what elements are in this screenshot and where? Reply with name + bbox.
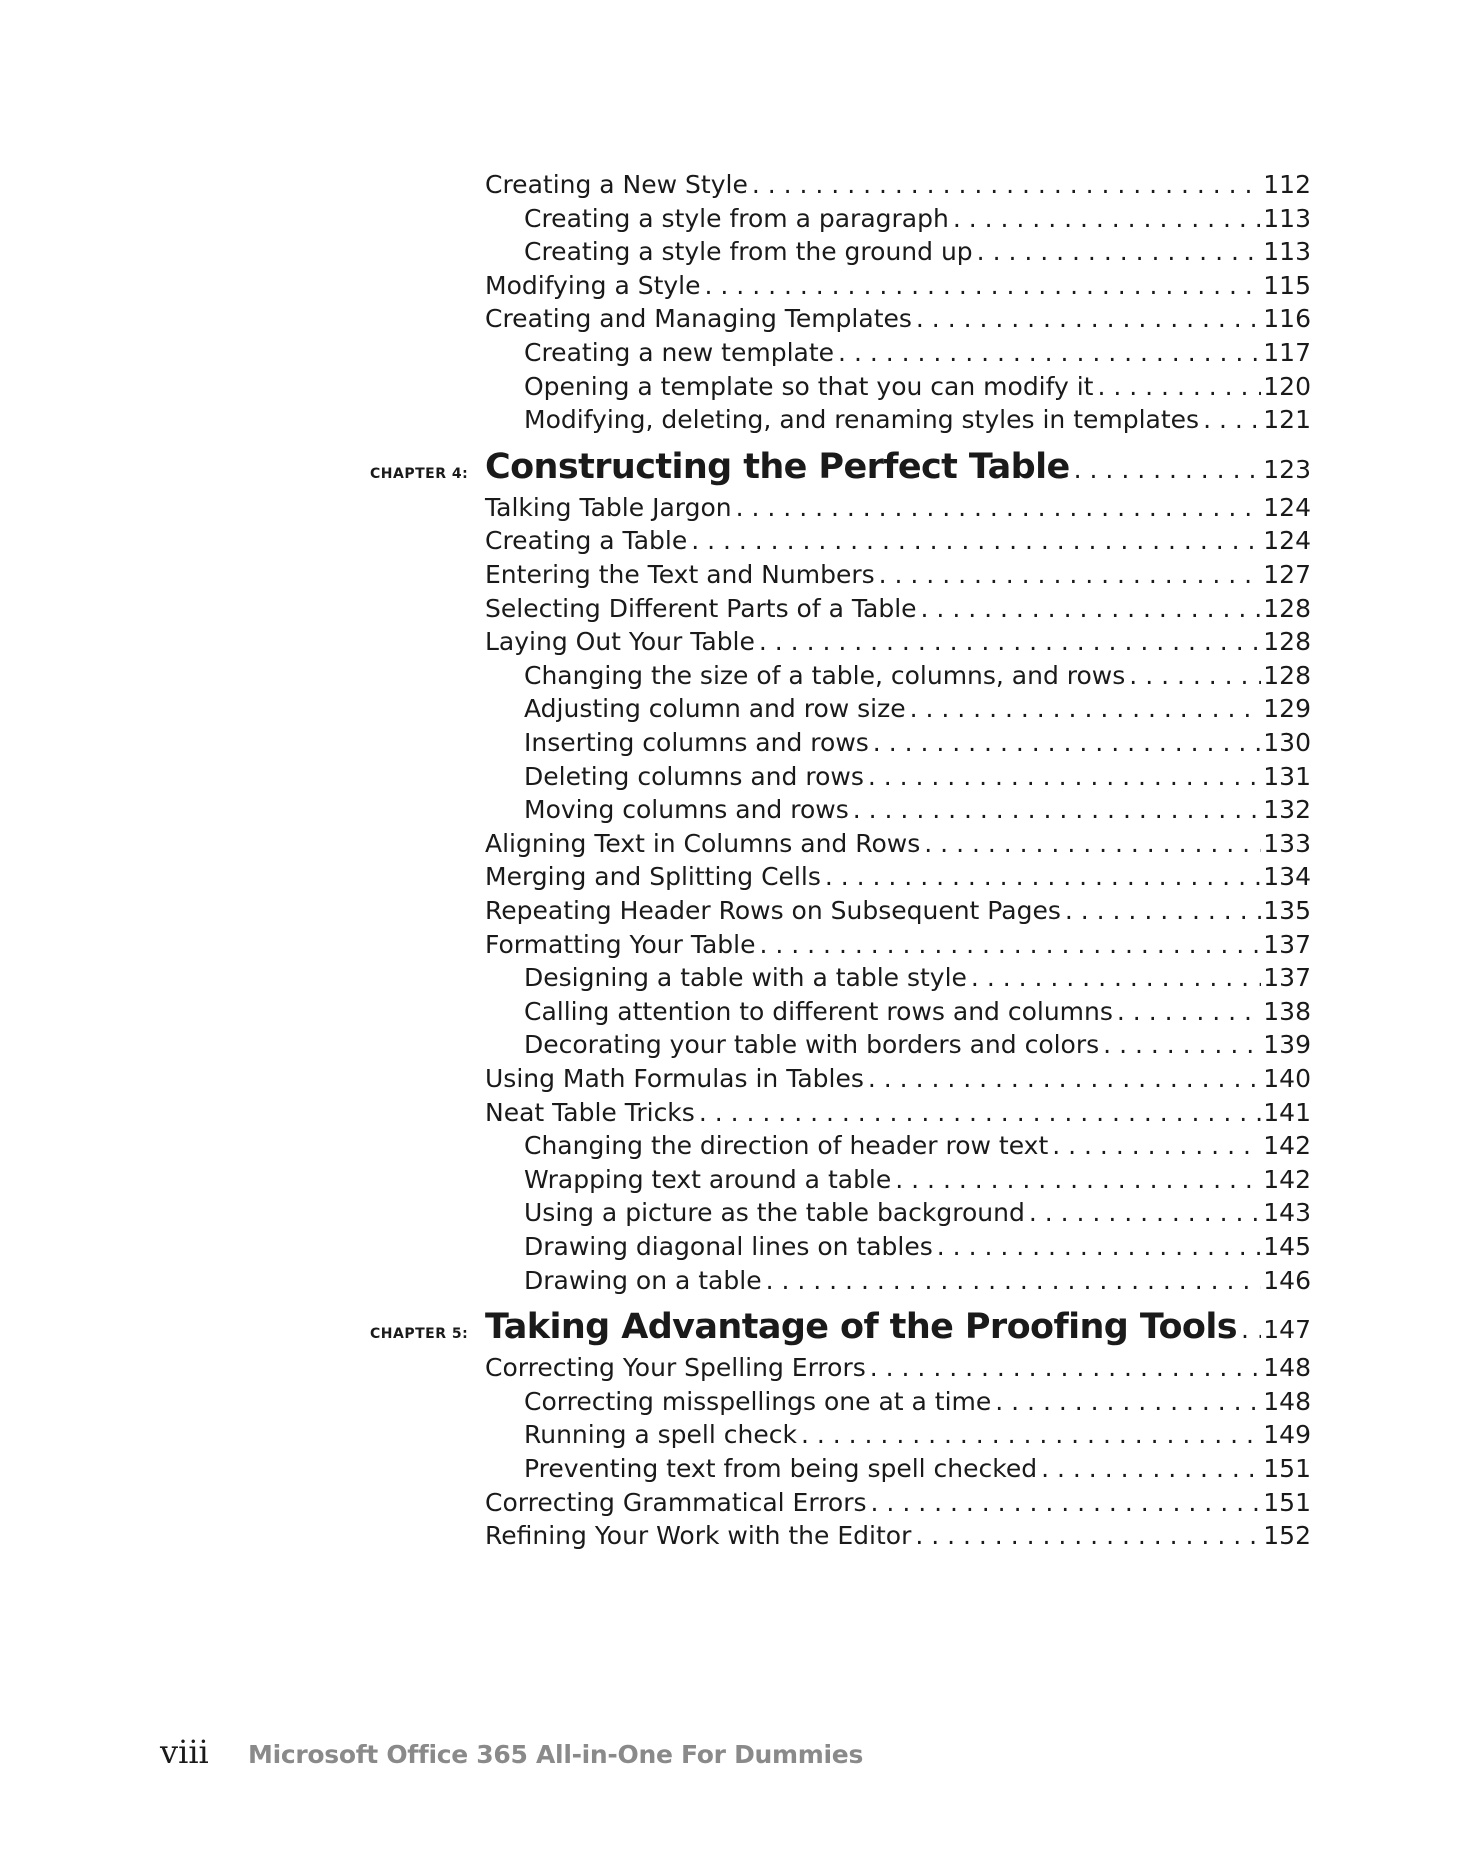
entry-page-number: 149 (1263, 1420, 1311, 1450)
dot-leader (949, 202, 1261, 236)
dot-leader (748, 168, 1261, 202)
dot-leader (1037, 1452, 1261, 1486)
entry-page-number: 128 (1263, 627, 1311, 657)
entry-title: Neat Table Tricks (485, 1097, 695, 1127)
toc-entry (485, 168, 1311, 202)
entry-title: Changing the direction of header row text (524, 1131, 1049, 1161)
entry-page-number: 145 (1263, 1232, 1311, 1261)
entry-title: Creating a New Style (485, 170, 748, 199)
toc-entry (524, 1230, 1311, 1264)
entry-title: Inserting columns and rows (524, 728, 869, 757)
entry-title: Correcting misspellings one at a time (524, 1386, 992, 1416)
toc-entry (485, 1096, 1311, 1130)
entry-page-number: 151 (1263, 1454, 1311, 1483)
entry-title: Aligning Text in Columns and Rows (485, 828, 921, 858)
toc-entry (524, 692, 1311, 726)
entry-title: Modifying, deleting, and renaming styles in templates (524, 405, 1200, 435)
toc-entry (524, 995, 1311, 1029)
entry-page-number: 133 (1263, 828, 1311, 858)
dot-leader (701, 269, 1262, 303)
entry-page-number: 130 (1263, 728, 1311, 757)
entry-title: Opening a template so that you can modify it (524, 371, 1094, 401)
dot-leader (1070, 447, 1262, 493)
toc-entry (485, 860, 1311, 894)
toc-entry (485, 524, 1311, 558)
entry-title: Decorating your table with borders and colors (524, 1030, 1100, 1060)
entry-title: Preventing text from being spell checked (524, 1454, 1038, 1483)
toc-entry (485, 1351, 1311, 1385)
toc-entry (524, 1028, 1311, 1062)
entry-page-number: 124 (1263, 526, 1311, 556)
toc-entry (485, 302, 1311, 336)
entry-page-number: 140 (1263, 1064, 1311, 1093)
toc-entry (524, 202, 1311, 236)
entry-title: Entering the Text and Numbers (485, 560, 875, 589)
entry-title: Refining Your Work with the Editor (485, 1521, 912, 1551)
dot-leader (906, 692, 1262, 726)
dot-leader (762, 1264, 1262, 1298)
dot-leader (917, 592, 1262, 626)
toc-entry (524, 1452, 1311, 1486)
entry-title: Formatting Your Table (485, 929, 756, 959)
entry-title: Calling attention to different rows and columns (524, 996, 1113, 1026)
dot-leader (867, 1486, 1262, 1520)
entry-title: Designing a table with a table style (524, 963, 967, 993)
dot-leader (732, 491, 1262, 525)
toc-entry (524, 726, 1311, 760)
toc-chapter-entry (370, 444, 1311, 490)
entry-page-number: 115 (1263, 270, 1311, 300)
toc-entry (524, 793, 1311, 827)
toc-entry (485, 894, 1311, 928)
entry-title: Merging and Splitting Cells (485, 862, 821, 892)
dot-leader (912, 302, 1261, 336)
entry-title: Creating a style from the ground up (524, 237, 973, 267)
entry-page-number: 134 (1263, 862, 1311, 892)
toc-entry (485, 1062, 1311, 1096)
dot-leader (1048, 1129, 1261, 1163)
dot-leader (1113, 995, 1261, 1029)
entry-title: Laying Out Your Table (485, 627, 755, 657)
entry-page-number: 128 (1263, 660, 1311, 690)
toc-entry (524, 370, 1311, 404)
entry-title: Changing the size of a table, columns, and rows (524, 660, 1126, 690)
entry-page-number: 138 (1263, 996, 1311, 1026)
dot-leader (864, 1062, 1261, 1096)
entry-title: Correcting Grammatical Errors (485, 1487, 867, 1517)
toc-entry (524, 1163, 1311, 1197)
toc-entry (524, 1385, 1311, 1419)
entry-title: Selecting Different Parts of a Table (485, 593, 917, 623)
dot-leader (1093, 370, 1261, 404)
toc-entry (485, 1486, 1311, 1520)
page-footer (160, 1733, 863, 1783)
entry-page-number: 142 (1263, 1164, 1311, 1194)
entry-title: Deleting columns and rows (524, 761, 864, 791)
dot-leader (991, 1385, 1261, 1419)
toc-entry (485, 491, 1311, 525)
toc-entry (524, 336, 1311, 370)
entry-page-number: 148 (1263, 1353, 1311, 1383)
toc-entry (524, 1129, 1311, 1163)
entry-page-number: 135 (1263, 896, 1311, 925)
entry-page-number: 141 (1263, 1097, 1311, 1127)
dot-leader (1237, 1307, 1261, 1353)
entry-page-number: 131 (1263, 761, 1311, 791)
toc-entry (524, 403, 1311, 437)
chapter-title: Taking Advantage of the Proofing Tools (485, 1307, 1237, 1348)
entry-title: Drawing on a table (524, 1265, 762, 1295)
dot-leader (1125, 659, 1261, 693)
entry-title: Moving columns and rows (524, 795, 849, 825)
toc-entry (485, 1519, 1311, 1553)
dot-leader (933, 1230, 1262, 1264)
dot-leader (911, 1519, 1261, 1553)
chapter-label: CHAPTER 5: (370, 1326, 469, 1343)
dot-leader (797, 1418, 1261, 1452)
entry-page-number: 116 (1263, 304, 1311, 334)
entry-page-number: 113 (1263, 203, 1311, 233)
dot-leader (864, 760, 1261, 794)
entry-title: Creating a new template (524, 338, 835, 367)
toc-entry (524, 961, 1311, 995)
entry-title: Creating and Managing Templates (485, 304, 912, 334)
entry-page-number: 123 (1263, 454, 1311, 484)
entry-page-number: 129 (1263, 694, 1311, 724)
toc-entry (524, 760, 1311, 794)
toc-entry (485, 827, 1311, 861)
dot-leader (755, 928, 1261, 962)
toc-chapter-entry (370, 1304, 1311, 1350)
entry-page-number: 113 (1263, 237, 1311, 267)
entry-title: Modifying a Style (485, 270, 701, 300)
entry-title: Using Math Formulas in Tables (485, 1064, 864, 1093)
dot-leader (834, 336, 1261, 370)
entry-page-number: 137 (1263, 963, 1311, 993)
entry-title: Repeating Header Rows on Subsequent Pages (485, 896, 1061, 925)
entry-page-number: 120 (1263, 371, 1311, 401)
dot-leader (875, 558, 1262, 592)
entry-page-number: 117 (1263, 338, 1311, 367)
dot-leader (1061, 894, 1261, 928)
entry-title: Creating a style from a paragraph (524, 203, 949, 233)
entry-page-number: 142 (1263, 1131, 1311, 1161)
toc-entry (524, 1196, 1311, 1230)
dot-leader (920, 827, 1261, 861)
entry-page-number: 148 (1263, 1386, 1311, 1416)
dot-leader (695, 1096, 1261, 1130)
dot-leader (821, 860, 1261, 894)
dot-leader (1025, 1196, 1261, 1230)
entry-page-number: 132 (1263, 795, 1311, 825)
toc-entry (485, 269, 1311, 303)
book-title: Microsoft Office 365 All-in-One For Dummies (248, 1740, 864, 1769)
toc-entry (485, 928, 1311, 962)
dot-leader (869, 726, 1261, 760)
entry-title: Wrapping text around a table (524, 1164, 892, 1194)
toc-entry (485, 558, 1311, 592)
entry-title: Running a spell check (524, 1420, 797, 1450)
dot-leader (866, 1351, 1262, 1385)
toc-entry (524, 1264, 1311, 1298)
dot-leader (755, 625, 1261, 659)
entry-title: Adjusting column and row size (524, 694, 906, 724)
toc-entry (485, 592, 1311, 626)
entry-title: Talking Table Jargon (485, 492, 732, 522)
entry-page-number: 152 (1263, 1521, 1311, 1551)
chapter-label: CHAPTER 4: (370, 465, 469, 482)
entry-page-number: 147 (1263, 1315, 1311, 1345)
toc-entry (524, 659, 1311, 693)
dot-leader (891, 1163, 1261, 1197)
entry-title: Correcting Your Spelling Errors (485, 1353, 866, 1383)
entry-page-number: 143 (1263, 1198, 1311, 1228)
toc-entry (524, 1418, 1311, 1452)
entry-page-number: 128 (1263, 593, 1311, 623)
dot-leader (1199, 403, 1261, 437)
entry-page-number: 112 (1263, 170, 1311, 199)
entry-page-number: 146 (1263, 1265, 1311, 1295)
entry-page-number: 121 (1263, 405, 1311, 435)
entry-page-number: 124 (1263, 492, 1311, 522)
entry-page-number: 127 (1263, 560, 1311, 589)
toc-entry (524, 235, 1311, 269)
page-number: viii (160, 1733, 209, 1771)
entry-title: Drawing diagonal lines on tables (524, 1232, 933, 1261)
toc-entry (485, 625, 1311, 659)
chapter-title: Constructing the Perfect Table (485, 446, 1070, 487)
dot-leader (849, 793, 1262, 827)
dot-leader (973, 235, 1262, 269)
entry-page-number: 151 (1263, 1487, 1311, 1517)
entry-page-number: 139 (1263, 1030, 1311, 1060)
dot-leader (687, 524, 1261, 558)
dot-leader (1099, 1028, 1261, 1062)
entry-title: Using a picture as the table background (524, 1198, 1025, 1228)
dot-leader (967, 961, 1261, 995)
entry-title: Creating a Table (485, 526, 688, 556)
entry-page-number: 137 (1263, 929, 1311, 959)
